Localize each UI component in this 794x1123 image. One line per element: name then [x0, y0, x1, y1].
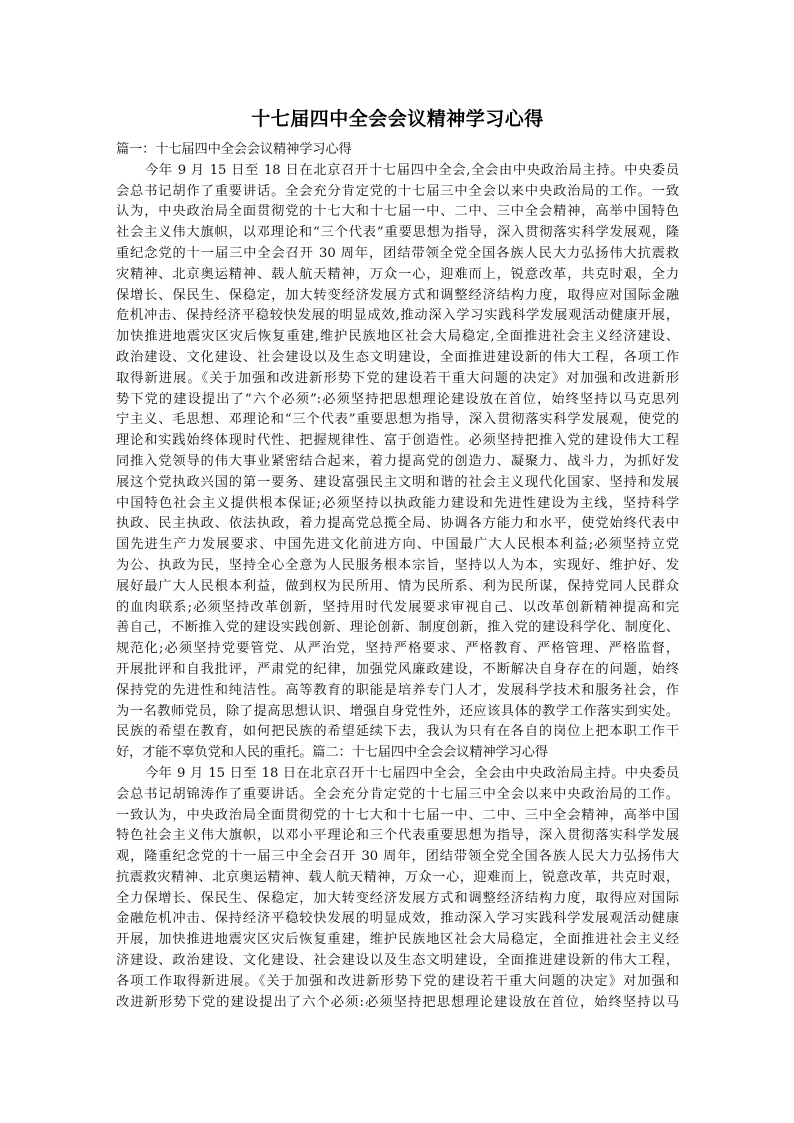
text-line: 的血肉联系;必须坚持改革创新，坚持用时代发展要求审视自己、以改革创新精神提高和完 — [116, 599, 679, 615]
text-line: 民族的希望在教育，如何把民族的希望延续下去，我认为只有在各自的岗位上把本职工作干 — [116, 724, 679, 740]
text-line: 好，才能不辜负党和人民的重托。篇二：十七届四中全会会议精神学习心得 — [116, 745, 548, 761]
text-line: 特色社会主义伟大旗帜，以邓小平理论和三个代表重要思想为指导，深入贯彻落实科学发展 — [116, 828, 679, 844]
text-line: 善自己，不断推入党的建设实践创新、理论创新、制度创新，推入党的建设科学化、制度化、 — [116, 620, 679, 636]
text-line: 今年 9 月 15 日至 18 日在北京召开十七届四中全会，全会由中央政治局主持。中央委员 — [145, 765, 679, 781]
text-line: 济建设、政治建设、文化建设、社会建设以及生态文明建设，全面推进建设新的伟大工程， — [116, 953, 679, 969]
text-line: 危机冲击、保持经济平稳较快发展的明显成效,推动深入学习实践科学发展观活动健康开展， — [116, 308, 679, 324]
text-line: 规范化;必须坚持党要管党、从严治党，坚持严格要求、严格教育、严格管理、严格监督， — [116, 641, 679, 657]
text-line: 取得新进展。《关于加强和改进新形势下党的建设若干重大问题的决定》对加强和改进新形 — [116, 370, 679, 386]
text-line: 宁主义、毛思想、邓理论和“三个代表”重要思想为指导，深入贯彻落实科学发展观，使党的 — [116, 412, 679, 428]
text-line: 灾精神、北京奥运精神、载人航天精神，万众一心，迎难而上，锐意改革，共克时艰，全力 — [116, 266, 679, 282]
text-line: 开展批评和自我批评，严肃党的纪律，加强党风廉政建设，不断解决自身存在的问题，始终 — [116, 661, 679, 677]
text-line: 理论和实践始终体现时代性、把握规律性、富于创造性。必须坚持把推入党的建设伟大工程 — [116, 433, 679, 449]
text-line: 势下党的建设提出了“六个必须”:必须坚持把思想理论建设放在首位，始终坚持以马克思列 — [116, 391, 679, 407]
text-line: 保增长、保民生、保稳定，加大转变经济发展方式和调整经济结构力度，取得应对国际金融 — [116, 287, 679, 303]
document-page — [116, 104, 679, 1013]
text-line: 开展，加快推进地震灾区灾后恢复重建，维护民族地区社会大局稳定，全面推进社会主义经 — [116, 932, 679, 948]
text-line: 执政、民主执政、依法执政，着力提高党总揽全局、协调各方能力和水平，使党始终代表中 — [116, 516, 679, 532]
text-line: 为公、执政为民，坚持全心全意为人民服务根本宗旨，坚持以人为本，实现好、维护好、发 — [116, 557, 679, 573]
text-line: 社会主义伟大旗帜，以邓理论和“三个代表”重要思想为指导，深入贯彻落实科学发展观，隆 — [116, 225, 679, 241]
text-line: 一致认为，中央政治局全面贯彻党的十七大和十七届一中、二中、三中全会精神，高举中国 — [116, 807, 679, 823]
text-line: 金融危机冲击、保持经济平稳较快发展的明显成效，推动深入学习实践科学发展观活动健康 — [116, 911, 679, 927]
text-line: 会总书记胡作了重要讲话。全会充分肯定党的十七届三中全会以来中央政治局的工作。一致 — [116, 183, 679, 199]
text-line: 各项工作取得新进展。《关于加强和改进新形势下党的建设若干重大问题的决定》对加强和 — [116, 973, 679, 989]
text-line: 展好最广大人民根本利益，做到权为民所用、情为民所系、利为民所谋，保持党同人民群众 — [116, 578, 679, 594]
text-line: 展这个党执政兴国的第一要务、建设富强民主文明和谐的社会主义现代化国家、坚持和发展 — [116, 474, 679, 490]
text-line: 国先进生产力发展要求、中国先进文化前进方向、中国最广大人民根本利益;必须坚持立党 — [116, 537, 679, 553]
text-line: 改进新形势下党的建设提出了六个必须:必须坚持把思想理论建设放在首位，始终坚持以马 — [116, 994, 679, 1010]
text-line: 同推入党领导的伟大事业紧密结合起来，着力提高党的创造力、凝聚力、战斗力，为抓好发 — [116, 453, 679, 469]
text-line: 加快推进地震灾区灾后恢复重建,维护民族地区社会大局稳定,全面推进社会主义经济建设、 — [116, 329, 679, 345]
text-line: 为一名教师党员，除了提高思想认识、增强自身党性外，还应该具体的教学工作落实到实处。 — [116, 703, 679, 719]
text-line: 抗震救灾精神、北京奥运精神、载人航天精神，万众一心，迎难而上，锐意改革，共克时艰， — [116, 869, 679, 885]
section-heading-1: 篇一：十七届四中全会会议精神学习心得 — [116, 142, 352, 157]
text-line: 会总书记胡锦涛作了重要讲话。全会充分肯定党的十七届三中全会以来中央政治局的工作。 — [116, 786, 679, 802]
text-line: 中国特色社会主义提供根本保证;必须坚持以执政能力建设和先进性建设为主线，坚持科学 — [116, 495, 679, 511]
text-line: 全力保增长、保民生、保稳定，加大转变经济发展方式和调整经济结构力度，取得应对国际 — [116, 890, 679, 906]
document-title: 十七届四中全会会议精神学习心得 — [251, 108, 544, 130]
text-line: 保持党的先进性和纯洁性。高等教育的职能是培养专门人才，发展科学技术和服务社会，作 — [116, 682, 679, 698]
text-line: 认为，中央政治局全面贯彻党的十七大和十七届一中、二中、三中全会精神，高举中国特色 — [116, 204, 679, 220]
text-line: 政治建设、文化建设、社会建设以及生态文明建设，全面推进建设新的伟大工程，各项工作 — [116, 349, 679, 365]
text-line: 重纪念党的十一届三中全会召开 30 周年，团结带领全党全国各族人民大力弘扬伟大抗震救 — [116, 245, 679, 261]
text-line: 今年 9 月 15 日至 18 日在北京召开十七届四中全会,全会由中央政治局主持。中央委员 — [145, 162, 679, 178]
document-body — [116, 140, 679, 1013]
text-line: 观，隆重纪念党的十一届三中全会召开 30 周年，团结带领全党全国各族人民大力弘扬伟大 — [116, 849, 679, 865]
